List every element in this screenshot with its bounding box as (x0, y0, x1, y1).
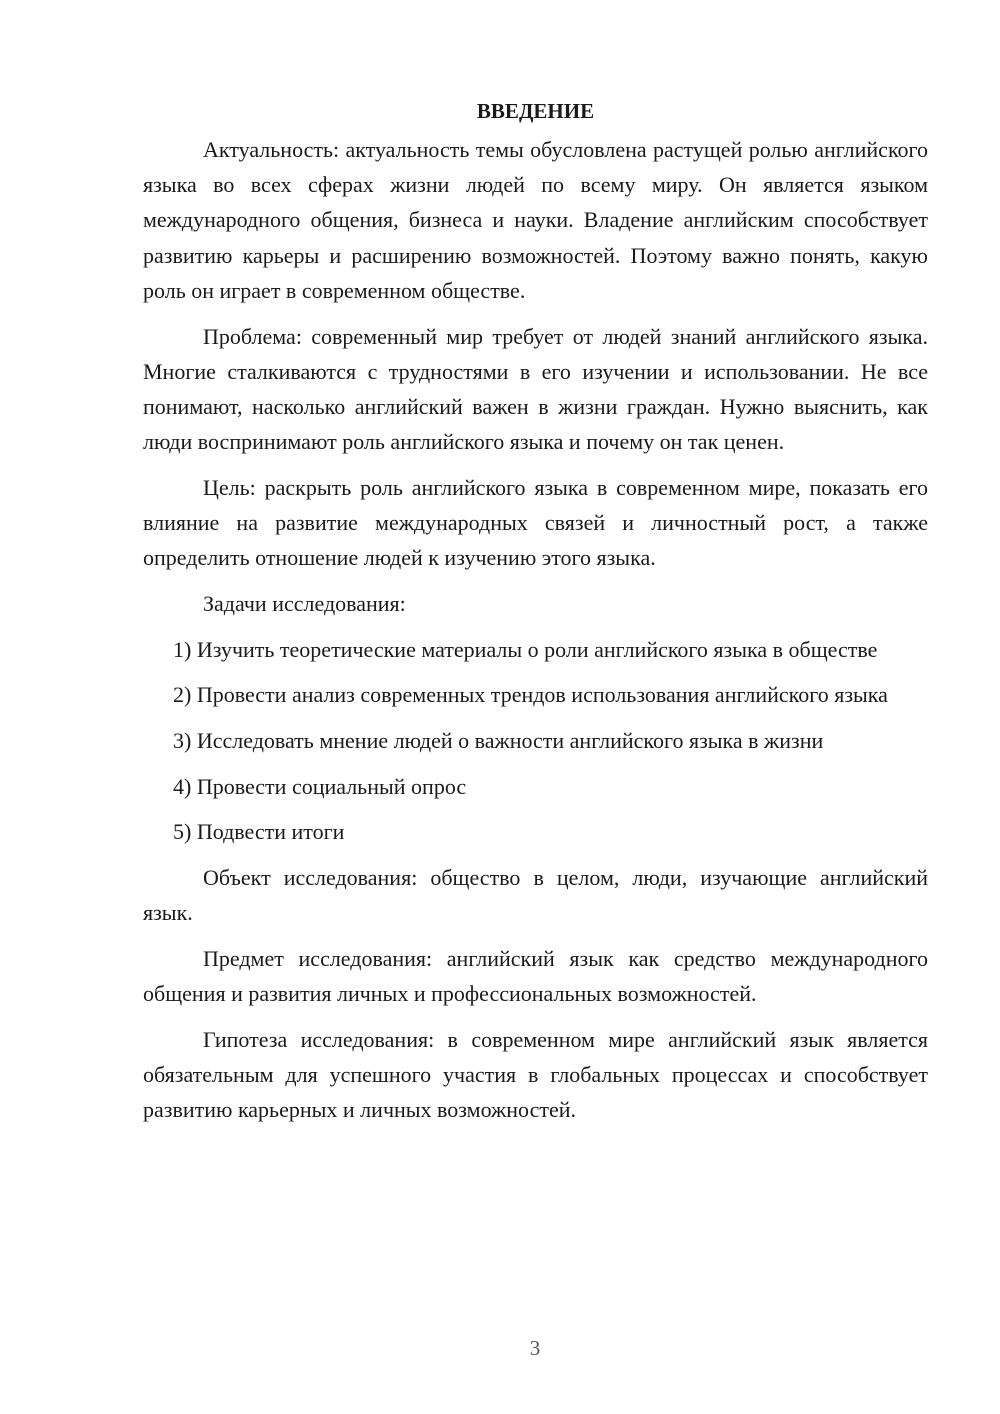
paragraph-problem: Проблема: современный мир требует от людей знаний английского языка. Многие сталкиваются с трудностями в его изучении и использовании. Не все понимают, насколько английский важен в жизни граждан. Нужно выяснить, как люди воспринимают роль английского языка и почему он так ценен. (143, 323, 928, 455)
task-item-1: 1) Изучить теоретические материалы о роли английского языка в обществе (173, 636, 878, 662)
task-item-3: 3) Исследовать мнение людей о важности английского языка в жизни (173, 728, 824, 754)
section-title: ВВЕДЕНИЕ (476, 99, 595, 123)
page-number: 3 (529, 1336, 541, 1360)
paragraph-relevance: Актуальность: актуальность темы обусловлена растущей ролью английского языка во всех сферах жизни людей по всему миру. Он является языком международного общения, бизнеса и науки. Владение английским способствует развитию карьеры и расширению возможностей. Поэтому важно понять, какую роль он играет в современном обществе. (143, 137, 928, 303)
task-item-2: 2) Провести анализ современных трендов использования английского языка (173, 682, 888, 708)
paragraph-hypothesis: Гипотеза исследования: в современном мире английский язык является обязательным для успешного участия в глобальных процессах и способствует развитию карьерных и личных возможностей. (143, 1026, 928, 1123)
paragraph-subject: Предмет исследования: английский язык как средство международного общения и развития личных и профессиональных возможностей. (143, 946, 928, 1007)
paragraph-object: Объект исследования: общество в целом, люди, изучающие английский язык. (143, 865, 928, 926)
task-item-5: 5) Подвести итоги (173, 819, 345, 845)
paragraph-tasks-heading: Задачи исследования: (203, 590, 406, 616)
paragraph-goal: Цель: раскрыть роль английского языка в современном мире, показать его влияние на развитие международных связей и личностный рост, а также определить отношение людей к изучению этого языка. (143, 474, 928, 571)
page-content (143, 94, 928, 1128)
task-item-4: 4) Провести социальный опрос (173, 773, 467, 799)
